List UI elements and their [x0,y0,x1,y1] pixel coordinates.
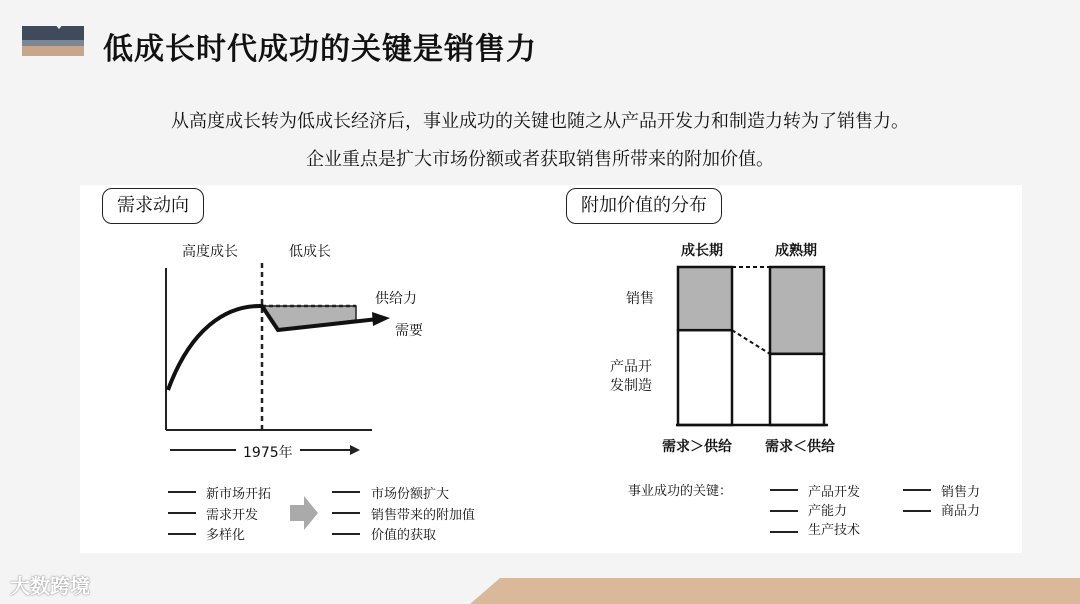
phase-high-label: 高度成长 [182,244,238,260]
connector-split [732,330,770,354]
axis-mature-label: 需求＜供给 [765,439,835,455]
legend-value-capture: 价值的获取 [371,528,437,543]
phase-low-label: 低成长 [289,244,331,260]
row-sales-label: 销售 [626,291,654,307]
footer-accent-bar [500,578,1080,604]
footer-accent-cut [470,578,500,604]
row-production-label-1: 产品开 [610,359,652,375]
bar-production-0 [678,330,732,425]
key-label: 事业成功的关键： [628,484,733,499]
key-product-power: 商品力 [941,504,981,519]
demand-label: 需要 [395,323,423,339]
value-distribution-heading: 附加价值的分布 [566,188,722,224]
bar-production-1 [770,354,824,425]
col-growth-label: 成长期 [681,243,723,259]
key-sales-power: 销售力 [941,485,981,500]
watermark: 大数跨境 [10,574,90,598]
key-production-tech: 生产技术 [808,523,861,538]
legend-new-market: 新市场开拓 [206,487,272,502]
legend-sales-value: 销售带来的附加值 [371,508,476,523]
intro-line-1: 从高度成长转为低成长经济后，事业成功的关键也随之从产品开发力和制造力转为了销售力。 [171,111,909,132]
intro-line-2: 企业重点是扩大市场份额或者获取销售所带来的附加价值。 [306,149,774,170]
bar-sales-1 [770,267,824,354]
legend-diversify: 多样化 [206,528,246,543]
bar-sales-0 [678,267,732,330]
legend-demand-dev: 需求开发 [206,508,259,523]
supply-label: 供给力 [375,291,417,307]
demand-trend-heading: 需求动向 [102,188,204,224]
row-production-label-2: 发制造 [610,378,652,394]
key-product-dev: 产品开发 [808,485,861,500]
legend-share-expand: 市场份额扩大 [371,487,450,502]
axis-growth-label: 需求＞供给 [662,439,732,455]
key-capacity: 产能力 [808,504,848,519]
col-mature-label: 成熟期 [775,243,817,259]
year-label: 1975年 [243,445,293,461]
page-title: 低成长时代成功的关键是销售力 [103,32,537,67]
